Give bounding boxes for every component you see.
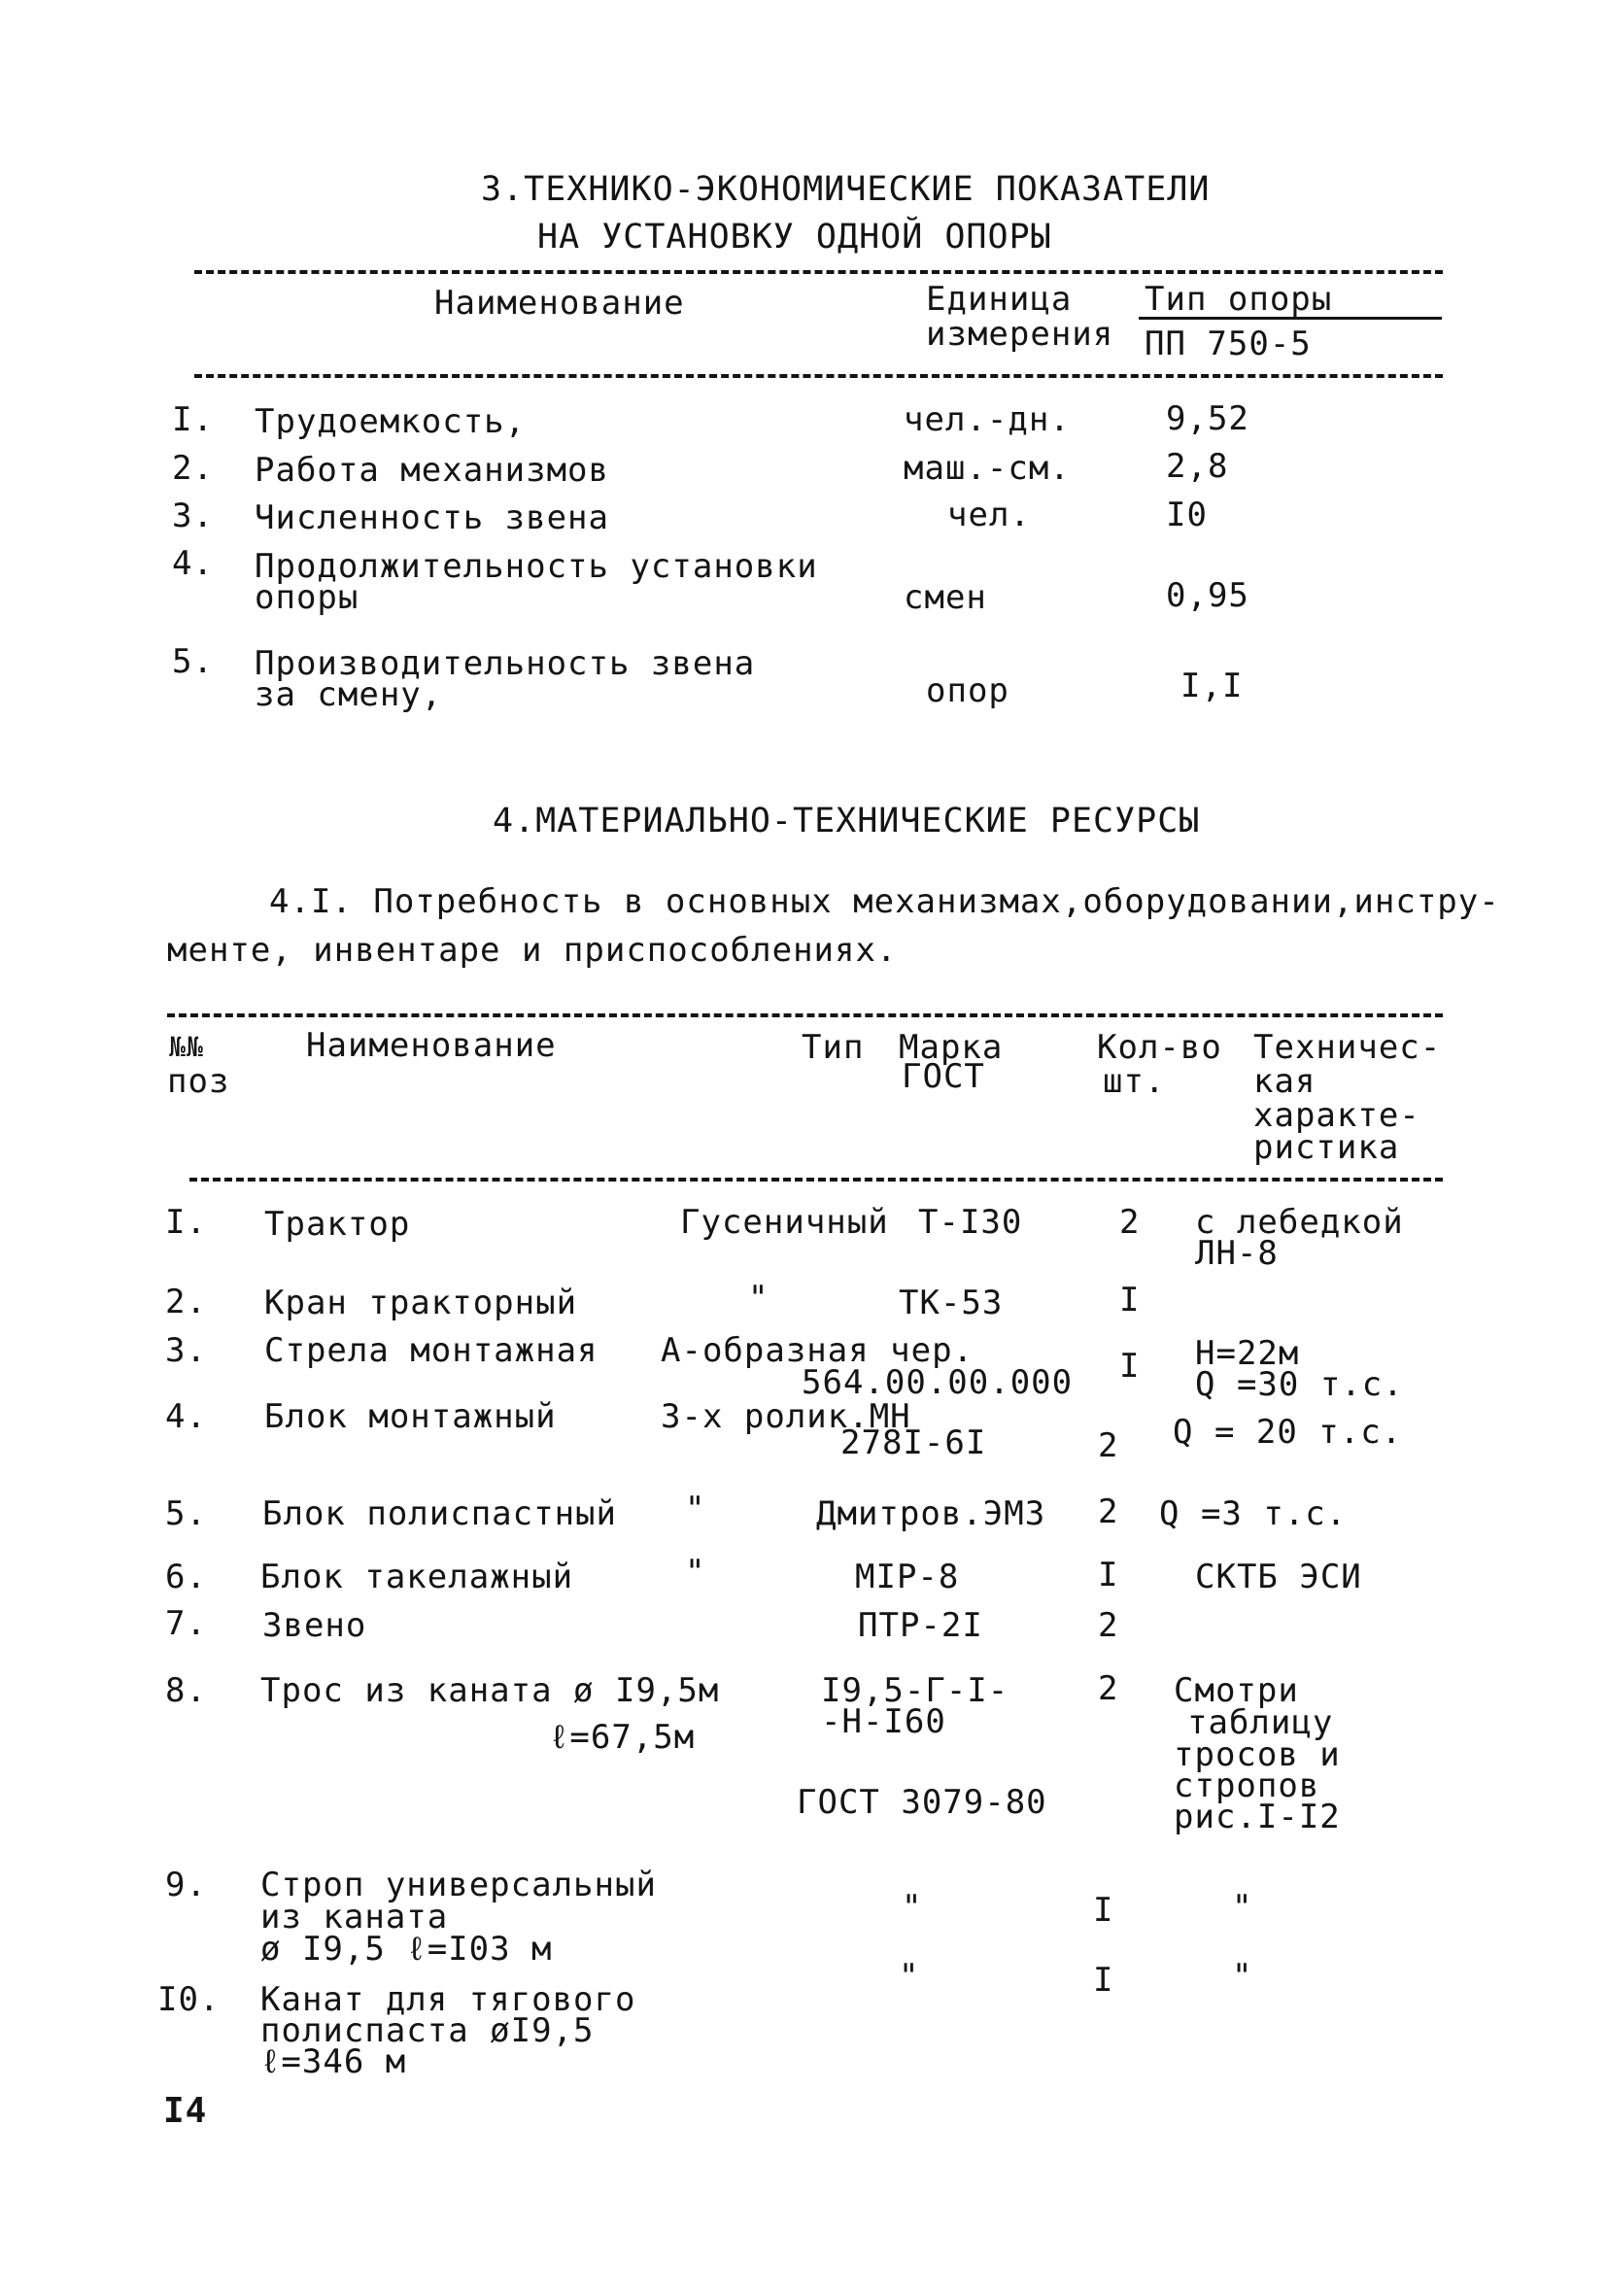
table2-header-tech-line4: ристика	[1253, 1128, 1400, 1167]
table2-header-tech-line3: характе-	[1253, 1096, 1420, 1135]
table2-header-name: Наименование	[306, 1026, 557, 1065]
row-qty: 2	[1119, 1203, 1141, 1242]
row-qty: 2	[1098, 1492, 1119, 1531]
row-number: 9.	[165, 1866, 207, 1904]
row-number: I.	[172, 400, 214, 439]
table2-header-num-line2: поз	[167, 1062, 230, 1101]
row-number: 4.	[165, 1397, 207, 1436]
row-mark: ТК-53	[899, 1284, 1004, 1322]
row-number: 2.	[165, 1283, 207, 1321]
row-tech-line1: Смотри	[1174, 1671, 1299, 1710]
row-unit: маш.-см.	[904, 449, 1071, 488]
table2-header-qty-line1: Кол-во	[1097, 1028, 1222, 1067]
table2-header-mark-line2: ГОСТ	[902, 1057, 985, 1096]
page-number: I4	[163, 2091, 208, 2131]
row-type: 3-х ролик.МН	[661, 1397, 911, 1436]
row-number: 3.	[165, 1331, 207, 1370]
row-type: "	[685, 1553, 706, 1592]
row-value: I0	[1166, 496, 1208, 534]
row-number: I0.	[157, 1980, 221, 2019]
row-name: Звено	[262, 1606, 367, 1645]
row-tech-line5: рис.I-I2	[1174, 1798, 1341, 1836]
row-qty: 2	[1098, 1426, 1119, 1465]
row-tech-line1: Н=22м	[1195, 1334, 1300, 1373]
row-number: 7.	[165, 1604, 207, 1643]
row-tech-line1: "	[1232, 1888, 1253, 1927]
row-name: Кран тракторный	[264, 1284, 578, 1322]
row-name-line2: из каната	[260, 1898, 449, 1936]
table1-top-divider	[194, 270, 1443, 274]
row-unit: чел.-дн.	[904, 400, 1071, 439]
row-name-line2: за смену,	[255, 675, 443, 714]
row-qty: I	[1093, 1961, 1114, 2000]
row-qty: I	[1093, 1891, 1114, 1930]
row-number: 2.	[172, 449, 214, 488]
row-qty: 2	[1098, 1606, 1119, 1645]
row-value: 2,8	[1166, 447, 1229, 486]
row-name: Численность звена	[255, 498, 609, 537]
row-tech-line2: таблицу	[1187, 1703, 1334, 1742]
section4-title: 4.МАТЕРИАЛЬНО-ТЕХНИЧЕСКИЕ РЕСУРСЫ	[493, 802, 1201, 840]
table2-header-qty-line2: шт.	[1103, 1062, 1166, 1101]
row-mark: MIP-8	[855, 1558, 960, 1596]
row-value: 9,52	[1166, 399, 1249, 438]
row-name: Блок такелажный	[260, 1558, 574, 1596]
row-type: Гусеничный	[680, 1203, 889, 1242]
row-qty: 2	[1098, 1669, 1119, 1708]
section4-intro-line2: менте, инвентаре и приспособлениях.	[167, 931, 898, 970]
table1-header-unit-line2: измерения	[926, 315, 1114, 354]
table2-header-type: Тип	[802, 1028, 865, 1067]
table2-top-divider	[167, 1013, 1443, 1017]
row-mark: 564.00.00.000	[802, 1363, 1074, 1402]
row-name: Блок полиспастный	[262, 1494, 617, 1533]
row-name: Трактор	[264, 1205, 411, 1244]
row-number: 4.	[172, 544, 214, 583]
row-qty: I	[1119, 1347, 1141, 1386]
row-name-line1: Канат для тягового	[260, 1980, 636, 2019]
row-tech-line1: Q = 20 т.с.	[1173, 1413, 1403, 1452]
row-tech-line1: СКТБ ЭСИ	[1195, 1558, 1362, 1596]
row-name: Работа механизмов	[255, 451, 609, 490]
row-tech-line4: стропов	[1174, 1766, 1320, 1805]
row-number: 6.	[165, 1558, 207, 1596]
section3-title-line2: НА УСТАНОВКУ ОДНОЙ ОПОРЫ	[537, 218, 1052, 257]
section4-intro-line1: 4.I. Потребность в основных механизмах,оборудовании,инстру-	[269, 882, 1500, 921]
table1-header-type-line1: Тип опоры	[1145, 280, 1333, 319]
row-tech-line3: тросов и	[1174, 1735, 1341, 1774]
table1-header-unit-line1: Единица	[926, 280, 1073, 319]
row-tech-line1: с лебедкой	[1195, 1203, 1404, 1242]
row-mark-line3: ГОСТ 3079-80	[797, 1783, 1047, 1822]
row-name-line1: Производительность звена	[255, 644, 756, 683]
row-name-line3: ℓ=346 м	[260, 2042, 407, 2081]
row-type: А-образная чер.	[661, 1331, 974, 1370]
table1-header-divider	[194, 374, 1443, 378]
row-qty: I	[1119, 1281, 1141, 1319]
section3-title-line1: 3.ТЕХНИКО-ЭКОНОМИЧЕСКИЕ ПОКАЗАТЕЛИ	[481, 170, 1211, 209]
row-number: 8.	[165, 1671, 207, 1710]
row-value: I,I	[1180, 667, 1244, 705]
row-number: 3.	[172, 497, 214, 535]
row-name: Трос из каната ø I9,5м	[260, 1671, 720, 1710]
row-type: "	[685, 1490, 706, 1528]
row-number: 5.	[172, 642, 214, 681]
row-name: Блок монтажный	[264, 1397, 557, 1436]
row-unit: чел.	[947, 496, 1031, 534]
row-number: 5.	[165, 1494, 207, 1533]
row-qty: I	[1098, 1556, 1119, 1594]
table2-header-tech-line2: кая	[1253, 1062, 1316, 1101]
row-mark: 278I-6I	[840, 1423, 987, 1462]
row-mark: "	[899, 1957, 920, 1996]
row-tech-line1: "	[1232, 1957, 1253, 1996]
row-unit: опор	[926, 671, 1009, 710]
row-value: 0,95	[1166, 576, 1249, 615]
row-mark: Дмитров.ЭМЗ	[816, 1494, 1046, 1533]
row-name-line1: Продолжительность установки	[255, 547, 818, 586]
row-number: I.	[165, 1203, 207, 1242]
table2-header-tech-line1: Техничес-	[1253, 1028, 1442, 1067]
table1-header-type-line2: ПП 750-5	[1145, 325, 1312, 363]
row-mark: Т-I30	[918, 1203, 1023, 1242]
row-mark-line1: I9,5-Г-I-	[821, 1671, 1009, 1710]
row-tech-line1: Q =3 т.с.	[1159, 1494, 1348, 1533]
row-type: "	[748, 1279, 769, 1318]
row-mark: "	[902, 1888, 923, 1927]
table2-header-mark-line1: Марка	[899, 1028, 1004, 1067]
table1-header-name: Наименование	[434, 284, 685, 323]
row-name-line3: ø I9,5 ℓ=I03 м	[260, 1930, 553, 1969]
row-name-line2: опоры	[255, 578, 359, 617]
row-tech-line2: Q =30 т.с.	[1195, 1365, 1404, 1404]
table2-header-divider	[189, 1178, 1443, 1182]
row-name: Стрела монтажная	[264, 1331, 598, 1370]
table2-header-num-line1: №№	[169, 1031, 204, 1063]
row-name-line1: Строп универсальный	[260, 1866, 657, 1904]
row-name-line2: полиспаста øI9,5	[260, 2011, 595, 2050]
row-name-line2: ℓ=67,5м	[549, 1718, 696, 1757]
row-mark-line2: -Н-I60	[821, 1702, 946, 1741]
row-name: Трудоемкость,	[255, 402, 527, 441]
row-mark: ПТР-2I	[858, 1606, 983, 1645]
row-unit: смен	[904, 578, 987, 617]
table1-header-type-rule	[1139, 317, 1442, 320]
row-tech-line2: ЛН-8	[1195, 1234, 1279, 1273]
